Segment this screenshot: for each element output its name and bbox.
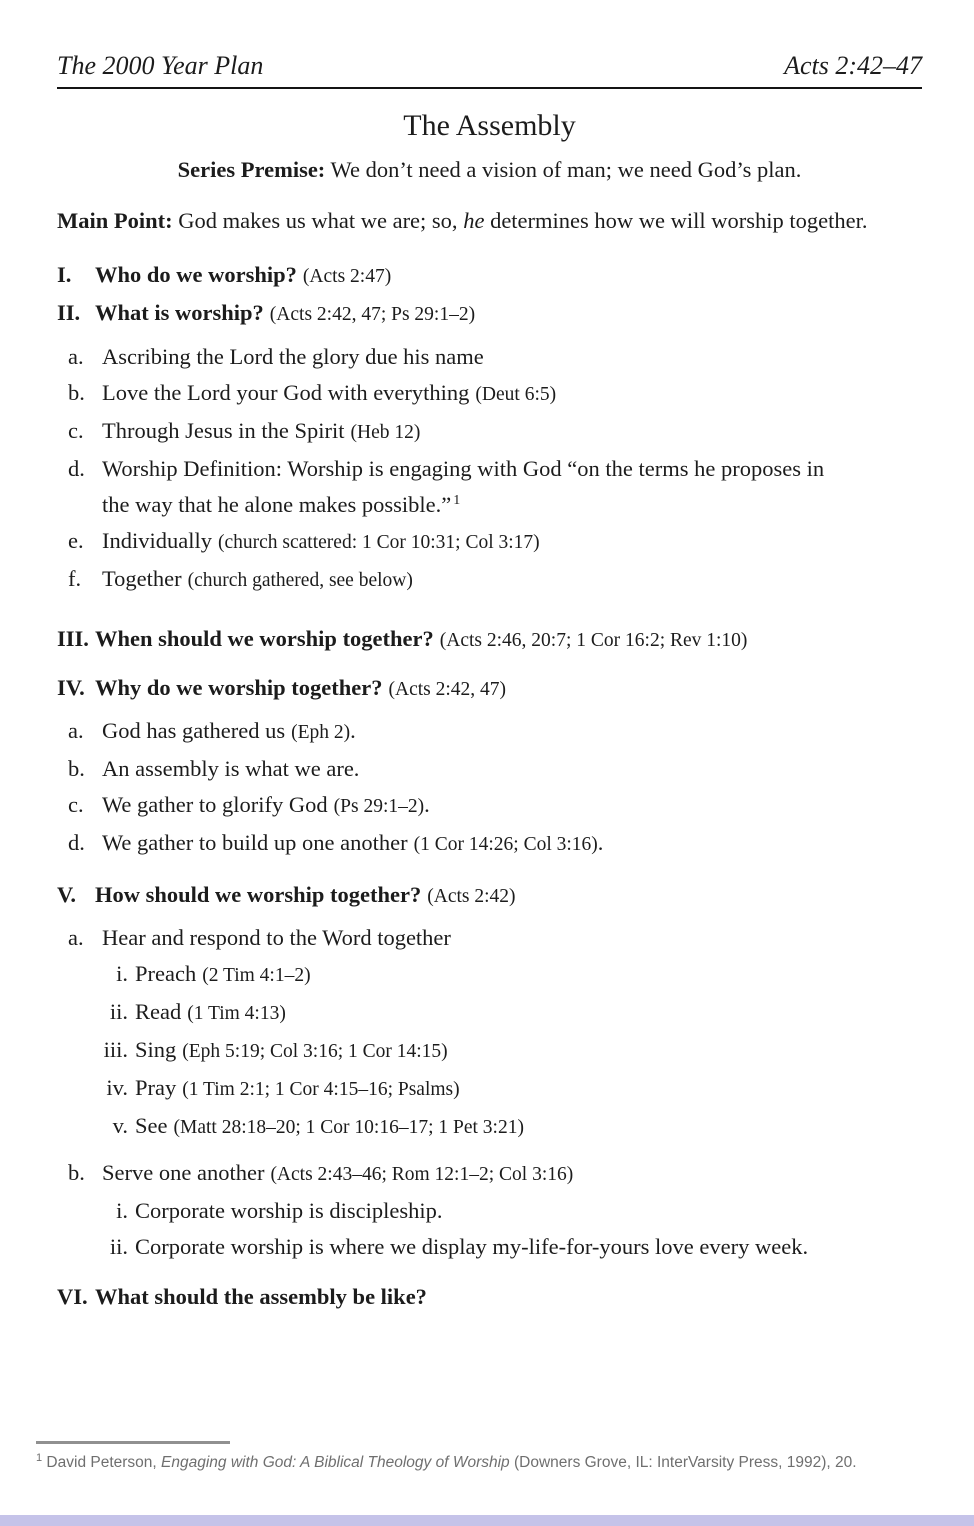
outline-item-label: e. xyxy=(68,528,84,553)
footnote-publication: (Downers Grove, IL: InterVarsity Press, 1992), 20. xyxy=(509,1454,857,1471)
outline-item xyxy=(57,1155,922,1193)
outline-item-label: iv. xyxy=(106,1075,128,1100)
outline-item-text: Preach (2 Tim 4:1–2) xyxy=(135,961,311,986)
outline-item-text: We gather to glorify God (Ps 29:1–2). xyxy=(102,792,430,817)
outline-item-label: a. xyxy=(68,718,84,743)
header-series-title: The 2000 Year Plan xyxy=(57,51,264,80)
outline-item-label: III. xyxy=(57,626,89,651)
outline-item-label: ii. xyxy=(109,1234,128,1259)
outline-item-text: We gather to build up one another (1 Cor 14:26; Col 3:16). xyxy=(102,830,604,855)
outline-item-text: God has gathered us (Eph 2). xyxy=(102,718,356,743)
outline-item-text: Hear and respond to the Word together xyxy=(102,925,451,950)
outline-item-label: II. xyxy=(57,300,81,325)
outline-item-text: Read (1 Tim 4:13) xyxy=(135,999,286,1024)
main-point-text-2: determines how we will worship together. xyxy=(484,208,868,233)
footnote-marker: 1 xyxy=(453,492,461,508)
outline-item-label: b. xyxy=(68,1160,85,1185)
series-premise-text: We don’t need a vision of man; we need God’s plan. xyxy=(325,157,802,182)
outline-item xyxy=(57,920,922,956)
outline-item-label: V. xyxy=(57,882,76,907)
outline-item-label: b. xyxy=(68,756,85,781)
outline-item xyxy=(57,825,922,863)
footnote xyxy=(36,1452,934,1474)
outline-item xyxy=(57,523,922,561)
outline-item-text: See (Matt 28:18–20; 1 Cor 10:16–17; 1 Pet 3:21) xyxy=(135,1113,524,1138)
outline-item-label: ii. xyxy=(109,999,128,1024)
outline-item-text: Corporate worship is where we display my-life-for-yours love every week. xyxy=(135,1234,809,1259)
outline-item xyxy=(57,561,922,599)
outline-item-text: Together (church gathered, see below) xyxy=(102,566,413,591)
footnote-separator xyxy=(36,1441,230,1444)
outline-item xyxy=(57,451,922,523)
outline-item-label: a. xyxy=(68,925,84,950)
outline-item-text: Ascribing the Lord the glory due his name xyxy=(102,344,484,369)
outline-item-text: Sing (Eph 5:19; Col 3:16; 1 Cor 14:15) xyxy=(135,1037,448,1062)
outline-item-text: Corporate worship is discipleship. xyxy=(135,1198,443,1223)
outline-item-label: v. xyxy=(112,1113,128,1138)
outline-item xyxy=(57,257,922,295)
outline-item-label: IV. xyxy=(57,675,85,700)
outline-item xyxy=(57,413,922,451)
main-point-text-1: God makes us what we are; so, xyxy=(172,208,464,233)
outline-item-label: I. xyxy=(57,262,72,287)
main-point xyxy=(57,204,922,237)
outline-item-text: Pray (1 Tim 2:1; 1 Cor 4:15–16; Psalms) xyxy=(135,1075,460,1100)
outline-item-text: An assembly is what we are. xyxy=(102,756,360,781)
outline-item xyxy=(57,1070,922,1108)
outline-item-label: i. xyxy=(116,961,128,986)
outline-item-text: Love the Lord your God with everything (Deut 6:5) xyxy=(102,380,557,405)
page-title: The Assembly xyxy=(403,109,576,142)
outline-item-text: Individually (church scattered: 1 Cor 10:31; Col 3:17) xyxy=(102,528,540,553)
outline-item xyxy=(57,1279,922,1315)
outline-item-text: Why do we worship together? (Acts 2:42, 47) xyxy=(95,675,507,700)
outline-item-label: d. xyxy=(68,830,85,855)
outline-item xyxy=(57,787,922,825)
outline-item-text: What should the assembly be like? xyxy=(95,1284,427,1309)
outline-item-text: Through Jesus in the Spirit (Heb 12) xyxy=(102,418,421,443)
outline-item-text: Who do we worship? (Acts 2:47) xyxy=(95,262,392,287)
outline-item-label: i. xyxy=(116,1198,128,1223)
outline-item xyxy=(57,713,922,751)
outline-item-label: d. xyxy=(68,456,85,481)
series-premise-label: Series Premise: xyxy=(177,157,326,182)
outline-item xyxy=(57,994,922,1032)
outline-item-label: a. xyxy=(68,344,84,369)
outline-item xyxy=(57,621,922,659)
footnote-number: 1 xyxy=(36,1451,43,1464)
series-premise xyxy=(57,155,922,185)
outline-item-label: VI. xyxy=(57,1284,88,1309)
outline-item-text: How should we worship together? (Acts 2:42) xyxy=(95,882,516,907)
outline-item-label: b. xyxy=(68,380,85,405)
header-scripture-reference: Acts 2:42–47 xyxy=(784,51,922,80)
outline-item xyxy=(57,1108,922,1146)
page-header xyxy=(57,0,922,89)
outline-item xyxy=(57,1032,922,1070)
outline-item xyxy=(57,295,922,333)
outline-item xyxy=(57,670,922,708)
outline-item-text: What is worship? (Acts 2:42, 47; Ps 29:1–2) xyxy=(95,300,476,325)
outline-item xyxy=(57,956,922,994)
outline-item-label: f. xyxy=(68,566,82,591)
outline-item-text: When should we worship together? (Acts 2:46, 20:7; 1 Cor 16:2; Rev 1:10) xyxy=(95,626,748,651)
main-point-italic-word: he xyxy=(463,208,485,233)
outline-item xyxy=(57,1229,922,1265)
footnote-book-title: Engaging with God: A Biblical Theology of Worship xyxy=(161,1454,510,1471)
outline-item-text: Worship Definition: Worship is engaging with God “on the terms he proposes in the way that he alone makes possible.” $^1$ xyxy=(102,456,825,517)
outline-item-text: Serve one another (Acts 2:43–46; Rom 12:1–2; Col 3:16) xyxy=(102,1160,574,1185)
outline-item xyxy=(57,877,922,915)
outline-item xyxy=(57,339,922,375)
outline-item xyxy=(57,375,922,413)
footnote-author: David Peterson, xyxy=(42,1454,162,1471)
main-point-label: Main Point: xyxy=(57,208,173,233)
bottom-accent-bar xyxy=(0,1515,974,1526)
outline-item xyxy=(57,751,922,787)
outline-item-label: iii. xyxy=(103,1037,128,1062)
outline-item xyxy=(57,1193,922,1229)
outline-item-label: c. xyxy=(68,418,84,443)
outline-item-label: c. xyxy=(68,792,84,817)
